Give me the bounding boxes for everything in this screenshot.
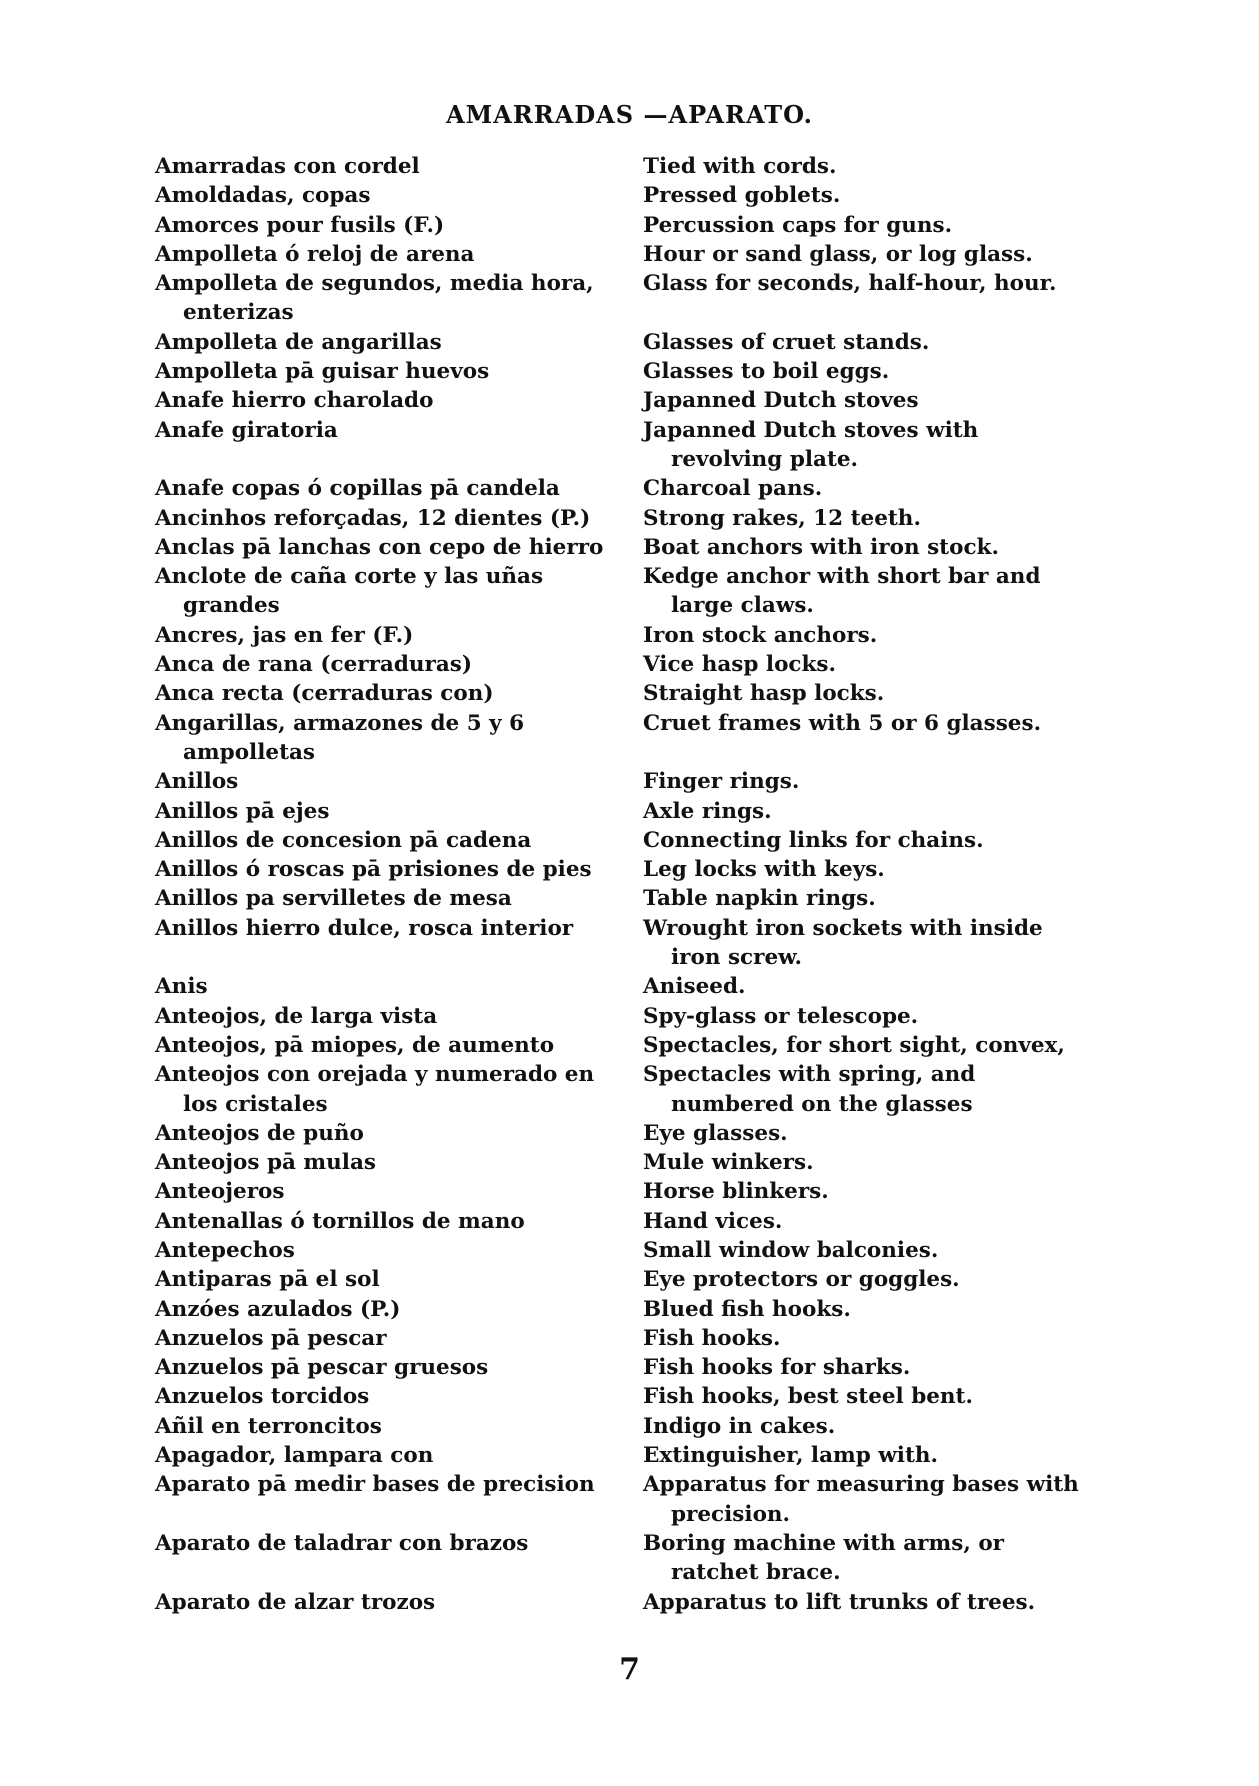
spanish-term: Anteojos con orejada y numerado en los cristales bbox=[155, 1062, 595, 1117]
english-translation: Spy-glass or telescope. bbox=[643, 1003, 919, 1029]
english-translation: Fish hooks. bbox=[643, 1325, 781, 1351]
entry-row bbox=[155, 1031, 1095, 1060]
entry-row bbox=[155, 269, 1095, 328]
spanish-term: Ampolleta de angarillas bbox=[155, 329, 442, 355]
spanish-term: Anafe copas ó copillas pā candela bbox=[155, 476, 560, 502]
entry-row bbox=[155, 474, 1095, 503]
spanish-term: Anclote de caña corte y las uñas grandes bbox=[155, 564, 544, 619]
entry-row bbox=[155, 1265, 1095, 1294]
spanish-term: Anca de rana (cerraduras) bbox=[155, 652, 473, 678]
entry-row bbox=[155, 884, 1095, 913]
entry-row bbox=[155, 1324, 1095, 1353]
english-translation: Finger rings. bbox=[643, 769, 800, 795]
spanish-term: Anteojos, de larga vista bbox=[155, 1003, 438, 1029]
entry-row bbox=[155, 797, 1095, 826]
english-translation: Indigo in cakes. bbox=[643, 1413, 836, 1439]
spanish-term: Ampolleta ó reloj de arena bbox=[155, 241, 475, 267]
spanish-term: Amoldadas, copas bbox=[155, 183, 371, 209]
english-translation: Eye protectors or goggles. bbox=[643, 1267, 960, 1293]
entry-row bbox=[155, 1529, 1095, 1588]
spanish-term: Anteojeros bbox=[155, 1179, 285, 1205]
entry-row bbox=[155, 357, 1095, 386]
spanish-term: Aparato pā medir bases de precision bbox=[155, 1472, 595, 1498]
english-translation: Hour or sand glass, or log glass. bbox=[643, 241, 1033, 267]
entry-row bbox=[155, 181, 1095, 210]
spanish-term: Ancres, jas en fer (F.) bbox=[155, 622, 414, 648]
spanish-term: Anillos ó roscas pā prisiones de pies bbox=[155, 857, 592, 883]
english-translation: Glasses of cruet stands. bbox=[643, 329, 930, 355]
spanish-term: Anillos bbox=[155, 769, 239, 795]
english-translation: Hand vices. bbox=[643, 1208, 783, 1234]
english-translation: Wrought iron sockets with inside iron screw. bbox=[643, 915, 1043, 971]
english-translation: Glasses to boil eggs. bbox=[643, 359, 890, 385]
english-translation: Axle rings. bbox=[643, 798, 772, 824]
entry-row bbox=[155, 1470, 1095, 1529]
spanish-term: Apagador, lampara con bbox=[155, 1443, 434, 1469]
spanish-term: Anafe giratoria bbox=[155, 417, 338, 443]
spanish-term: Anca recta (cerraduras con) bbox=[155, 681, 494, 707]
entry-row bbox=[155, 1148, 1095, 1177]
english-translation: Cruet frames with 5 or 6 glasses. bbox=[643, 710, 1042, 736]
entry-row bbox=[155, 211, 1095, 240]
spanish-term: Anteojos, pā miopes, de aumento bbox=[155, 1032, 555, 1058]
english-translation: Connecting links for chains. bbox=[643, 827, 984, 853]
english-translation: Apparatus to lift trunks of trees. bbox=[643, 1589, 1036, 1615]
entry-row bbox=[155, 1295, 1095, 1324]
english-translation: Japanned Dutch stoves bbox=[643, 388, 919, 414]
entry-row bbox=[155, 709, 1095, 768]
english-translation: Fish hooks for sharks. bbox=[643, 1355, 911, 1381]
spanish-term: Antiparas pā el sol bbox=[155, 1267, 380, 1293]
entry-row bbox=[155, 240, 1095, 269]
spanish-term: Anteojos pā mulas bbox=[155, 1150, 377, 1176]
entry-row bbox=[155, 1382, 1095, 1411]
page-number: 7 bbox=[619, 1652, 640, 1687]
english-translation: Boat anchors with iron stock. bbox=[643, 534, 999, 560]
entry-row bbox=[155, 679, 1095, 708]
spanish-term: Angarillas, armazones de 5 y 6 ampolletas bbox=[155, 710, 525, 765]
english-translation: Percussion caps for guns. bbox=[643, 212, 953, 238]
entry-row bbox=[155, 621, 1095, 650]
entry-row bbox=[155, 650, 1095, 679]
spanish-term: Anzuelos pā pescar gruesos bbox=[155, 1355, 489, 1381]
english-translation: Japanned Dutch stoves with revolving plate. bbox=[643, 417, 979, 472]
entry-list bbox=[155, 152, 1095, 1617]
english-translation: Small window balconies. bbox=[643, 1237, 939, 1263]
entry-row bbox=[155, 1060, 1095, 1119]
english-translation: Apparatus for measuring bases with precision. bbox=[643, 1472, 1079, 1527]
entry-row bbox=[155, 1441, 1095, 1470]
entry-row bbox=[155, 767, 1095, 796]
english-translation: Mule winkers. bbox=[643, 1150, 814, 1176]
entry-row bbox=[155, 826, 1095, 855]
spanish-term: Anteojos de puño bbox=[155, 1120, 364, 1146]
entry-row bbox=[155, 1177, 1095, 1206]
entry-row bbox=[155, 1236, 1095, 1265]
english-translation: Iron stock anchors. bbox=[643, 622, 878, 648]
english-translation: Kedge anchor with short bar and large claws. bbox=[643, 564, 1041, 619]
spanish-term: Añil en terroncitos bbox=[155, 1413, 382, 1439]
english-translation: Tied with cords. bbox=[643, 154, 837, 179]
spanish-term: Anzuelos torcidos bbox=[155, 1384, 370, 1410]
english-translation: Pressed goblets. bbox=[643, 183, 841, 209]
english-translation: Fish hooks, best steel bent. bbox=[643, 1384, 973, 1410]
english-translation: Charcoal pans. bbox=[643, 476, 823, 502]
english-translation: Table napkin rings. bbox=[643, 886, 876, 912]
english-translation: Straight hasp locks. bbox=[643, 681, 885, 707]
entry-row bbox=[155, 1412, 1095, 1441]
spanish-term: Anillos de concesion pā cadena bbox=[155, 827, 532, 853]
spanish-term: Ampolleta pā guisar huevos bbox=[155, 359, 490, 385]
english-translation: Spectacles, for short sight, convex, bbox=[643, 1032, 1065, 1058]
english-translation: Vice hasp locks. bbox=[643, 652, 836, 678]
entry-row bbox=[155, 972, 1095, 1001]
entry-row bbox=[155, 504, 1095, 533]
english-translation: Leg locks with keys. bbox=[643, 857, 885, 883]
spanish-term: Anillos hierro dulce, rosca interior bbox=[155, 915, 574, 941]
english-translation: Strong rakes, 12 teeth. bbox=[643, 505, 921, 531]
spanish-term: Anclas pā lanchas con cepo de hierro bbox=[155, 534, 604, 560]
entry-row bbox=[155, 328, 1095, 357]
spanish-term: Anis bbox=[155, 974, 208, 1000]
english-translation: Glass for seconds, half-hour, hour. bbox=[643, 271, 1057, 297]
english-translation: Extinguisher, lamp with. bbox=[643, 1443, 939, 1469]
spanish-term: Anafe hierro charolado bbox=[155, 388, 434, 414]
spanish-term: Anillos pā ejes bbox=[155, 798, 330, 824]
spanish-term: Amarradas con cordel bbox=[155, 154, 420, 179]
spanish-term: Anillos pa servilletes de mesa bbox=[155, 886, 512, 912]
entry-row bbox=[155, 1353, 1095, 1382]
entry-row bbox=[155, 1119, 1095, 1148]
entry-row bbox=[155, 855, 1095, 884]
entry-row bbox=[155, 386, 1095, 415]
entry-row bbox=[155, 1588, 1095, 1617]
spanish-term: Anzóes azulados (P.) bbox=[155, 1296, 401, 1322]
english-translation: Eye glasses. bbox=[643, 1120, 788, 1146]
entry-row bbox=[155, 1207, 1095, 1236]
english-translation: Boring machine with arms, or ratchet brace. bbox=[643, 1530, 1004, 1586]
entry-row bbox=[155, 914, 1095, 973]
entry-row bbox=[155, 1002, 1095, 1031]
spanish-term: Antenallas ó tornillos de mano bbox=[155, 1208, 525, 1234]
english-translation: Blued fish hooks. bbox=[643, 1296, 851, 1322]
spanish-term: Amorces pour fusils (F.) bbox=[155, 212, 445, 238]
spanish-term: Aparato de taladrar con brazos bbox=[155, 1530, 529, 1556]
entry-row bbox=[155, 416, 1095, 475]
entry-row bbox=[155, 562, 1095, 621]
spanish-term: Antepechos bbox=[155, 1237, 295, 1263]
page-header: AMARRADAS —APARATO. bbox=[446, 100, 813, 129]
english-translation: Spectacles with spring, and numbered on the glasses bbox=[643, 1062, 976, 1117]
english-translation: Aniseed. bbox=[643, 974, 746, 1000]
entry-row bbox=[155, 533, 1095, 562]
spanish-term: Anzuelos pā pescar bbox=[155, 1325, 387, 1351]
spanish-term: Aparato de alzar trozos bbox=[155, 1589, 436, 1615]
spanish-term: Ampolleta de segundos, media hora, enterizas bbox=[155, 271, 594, 326]
english-translation: Horse blinkers. bbox=[643, 1179, 829, 1205]
spanish-term: Ancinhos reforçadas, 12 dientes (P.) bbox=[155, 505, 591, 531]
entry-row bbox=[155, 152, 1095, 181]
